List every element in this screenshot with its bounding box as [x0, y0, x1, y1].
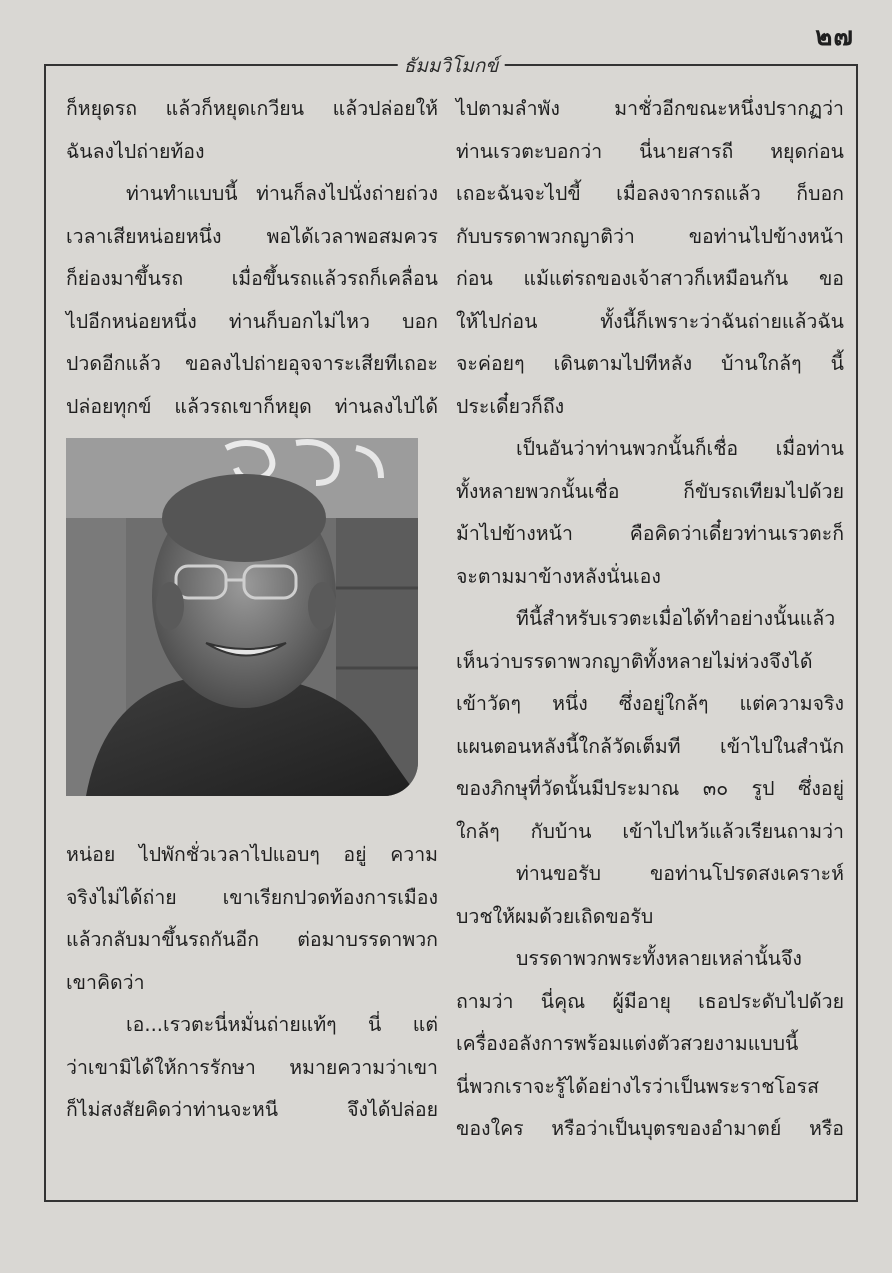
text-line: ฉันลงไปถ่ายท้อง [66, 139, 205, 163]
text-line: แล้วกลับมาขึ้นรถกันอีก ต่อมาบรรดาพวก [66, 928, 438, 951]
text-line: ให้ไปก่อน ทั้งนี้ก็เพราะว่าฉันถ่ายแล้วฉัน [456, 309, 844, 333]
text-line: ท่านขอรับ ขอท่านโปรดสงเคราะห์ [516, 862, 844, 885]
text-line: ก่อน แม้แต่รถของเจ้าสาวก็เหมือนกัน ขอ [456, 267, 844, 290]
text-line: ว่าเขามิได้ให้การรักษา หมายความว่าเขา [66, 1055, 438, 1079]
text-line: จริงไม่ได้ถ่าย เขาเรียกปวดท้องการเมือง [66, 885, 438, 909]
text-line: ปวดอีกแล้ว ขอลงไปถ่ายอุจจาระเสียทีเถอะ [66, 352, 438, 375]
right-column [456, 88, 844, 1151]
text-line: เห็นว่าบรรดาพวกญาติทั้งหลายไม่ห่วงจึงได้ [456, 649, 813, 673]
text-line: ม้าไปข้างหน้า คือคิดว่าเดี๋ยวท่านเรวตะก็ [456, 522, 844, 545]
text-line: หน่อย ไปพักชั่วเวลาไปแอบๆ อยู่ ความ [66, 843, 438, 866]
text-line: ทั้งหลายพวกนั้นเชื่อ ก็ขับรถเทียมไปด้วย [456, 479, 844, 503]
text-line: เข้าวัดๆ หนึ่ง ซึ่งอยู่ใกล้ๆ แต่ความจริง [456, 692, 844, 715]
text-line: บวชให้ผมด้วยเถิดขอรับ [456, 904, 654, 928]
text-line: ใกล้ๆ กับบ้าน เข้าไปไหว้แล้วเรียนถามว่า [456, 819, 844, 843]
text-line: ของภิกษุที่วัดนั้นมีประมาณ ๓๐ รูป ซึ่งอยู่ [456, 777, 844, 800]
text-line: ของใคร หรือว่าเป็นบุตรของอำมาตย์ หรือ [456, 1117, 844, 1140]
text-line: ไปตามลำพัง มาชั่วอีกขณะหนึ่งปรากฏว่า [456, 97, 844, 120]
text-line: เอ...เรวตะนี่หมั่นถ่ายแท้ๆ นี่ แต่ [126, 1013, 438, 1036]
monk-portrait-image [66, 438, 418, 796]
left-column [66, 88, 438, 1132]
text-line: ท่านเรวตะบอกว่า นี่นายสารถี หยุดก่อน [456, 139, 844, 163]
text-line: ก็หยุดรถ แล้วก็หยุดเกวียน แล้วปล่อยให้ [66, 97, 438, 120]
text-line: ท่านทำแบบนี้ ท่านก็ลงไปนั่งถ่ายถ่วง [126, 182, 438, 205]
text-line: เครื่องอลังการพร้อมแต่งตัวสวยงามแบบนี้ [456, 1032, 799, 1055]
text-line: จะค่อยๆ เดินตามไปทีหลัง บ้านใกล้ๆ นี้ [456, 352, 844, 375]
text-line: ถามว่า นี่คุณ ผู้มีอายุ เธอประดับไปด้วย [456, 989, 844, 1013]
text-line: ปล่อยทุกข์ แล้วรถเขาก็หยุด ท่านลงไปได้ [66, 394, 438, 418]
text-line: เขาคิดว่า [66, 970, 145, 994]
text-line: ก็ไม่สงสัยคิดว่าท่านจะหนี จึงได้ปล่อย [66, 1098, 438, 1121]
text-line: ทีนี้สำหรับเรวตะเมื่อได้ทำอย่างนั้นแล้ว [516, 607, 836, 630]
monk-photo [66, 438, 418, 796]
text-line: นี่พวกเราจะรู้ได้อย่างไรว่าเป็นพระราชโอรส [456, 1074, 820, 1098]
text-line: แผนตอนหลังนี้ใกล้วัดเต็มที เข้าไปในสำนัก [456, 734, 844, 758]
text-line: เวลาเสียหน่อยหนึ่ง พอได้เวลาพอสมควร [66, 224, 438, 248]
text-line: เถอะฉันจะไปขี้ เมื่อลงจากรถแล้ว ก็บอก [456, 182, 844, 205]
text-line: ก็ย่องมาขึ้นรถ เมื่อขึ้นรถแล้วรถก็เคลื่อน [66, 267, 438, 290]
text-line: เป็นอันว่าท่านพวกนั้นก็เชื่อ เมื่อท่าน [516, 437, 844, 460]
text-line: ไปอีกหน่อยหนึ่ง ท่านก็บอกไม่ไหว บอก [66, 309, 438, 333]
text-line: บรรดาพวกพระทั้งหลายเหล่านั้นจึง [516, 947, 802, 970]
text-line: จะตามมาข้างหลังนั่นเอง [456, 564, 661, 588]
page-frame [44, 55, 858, 1202]
text-line: ประเดี๋ยวก็ถึง [456, 394, 565, 418]
header-title: ธัมมวิโมกข์ [398, 51, 505, 81]
page-number: ๒๗ [815, 22, 854, 52]
text-line: กับบรรดาพวกญาติว่า ขอท่านไปข้างหน้า [456, 224, 844, 248]
